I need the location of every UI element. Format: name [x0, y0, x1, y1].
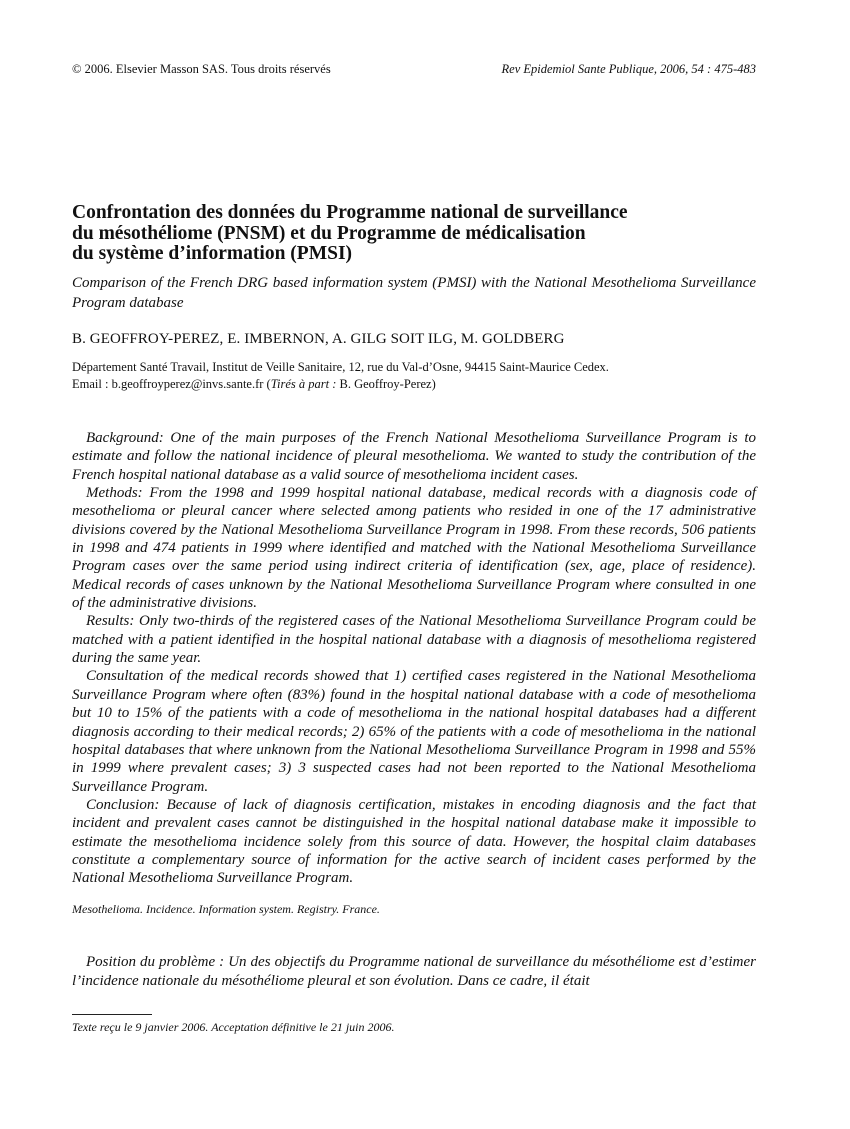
abstract-methods: Methods: From the 1998 and 1999 hospital national database, medical records with a diagnosis code of mesothelioma or pleural cancer where selected among patients who resided in one of the 17 administrative divisions covered by the National Mesothelioma Surveillance Program in 1998. From these records, 506 patients in 1998 and 474 patients in 1999 where identified and matched with the National Mesothelioma Surveillance Program cases over the same period using indirect criteria of identification (sex, age, place of residence). Medical records of cases unknown by the National Mesothelioma Surveillance Program where consulted in one of the administrative divisions.	[72, 485, 756, 612]
abstract-consultation: Consultation of the medical records showed that 1) certified cases registered in the National Mesothelioma Surveillance Program where often (83%) found in the hospital national database with a code of mesothelioma but 10 to 15% of the patients with a code of mesothelioma in the national hospital databases had a different diagnosis according to their medical records; 2) 65% of the patients with a code of mesothelioma in the national hospital databases that where unknown from the National Mesothelioma Surveillance Program in 1998 and 55% in 1999 where prevalent cases; 3) 3 suspected cases had not been reported to the National Mesothelioma Surveillance Program.	[72, 668, 756, 795]
abstract-results: Results: Only two-thirds of the registered cases of the National Mesothelioma Surveillance Program could be matched with a patient identified in the hospital national database with a diagnosis of mesothelioma registered during the same year.	[72, 613, 756, 667]
running-header	[72, 62, 756, 80]
footnote-divider	[72, 1014, 152, 1015]
title-line: Confrontation des données du Programme national de surveillance	[72, 202, 628, 223]
journal-citation: Rev Epidemiol Sante Publique, 2006, 54 : 475-483	[501, 62, 756, 76]
abstract-conclusion: Conclusion: Because of lack of diagnosis certification, mistakes in encoding diagnosis and the fact that incident and prevalent cases cannot be distinguished in the hospital national database make it impossible to estimate the mesothelioma incidence solely from this source of data. However, the hospital claim databases constitute a complementary source of information for the active search of incident cases performed by the National Mesothelioma Surveillance Program.	[72, 796, 756, 887]
title-line: du système d’information (PMSI)	[72, 243, 353, 264]
affiliation: Département Santé Travail, Institut de Veille Sanitaire, 12, rue du Val-d’Osne, 94415 Saint-Maurice Cedex.	[72, 360, 609, 374]
body-paragraph: Position du problème : Un des objectifs du Programme national de surveillance du mésothéliome est d’estimer l’incidence nationale du mésothéliome pleural et son évolution. Dans ce cadre, il était	[72, 954, 756, 989]
affiliation-block	[72, 359, 756, 393]
keywords: Mesothelioma. Incidence. Information system. Registry. France.	[72, 902, 380, 916]
author-list: B. GEOFFROY-PEREZ, E. IMBERNON, A. GILG SOIT ILG, M. GOLDBERG	[72, 331, 565, 347]
footnote: Texte reçu le 9 janvier 2006. Acceptation définitive le 21 juin 2006.	[72, 1020, 395, 1034]
article-title	[72, 203, 756, 265]
english-title: Comparison of the French DRG based information system (PMSI) with the National Mesothelioma Surveillance Program database	[72, 275, 756, 311]
abstract	[72, 429, 756, 888]
title-line: du mésothéliome (PNSM) et du Programme de médicalisation	[72, 222, 586, 244]
copyright-notice: © 2006. Elsevier Masson SAS. Tous droits réservés	[72, 62, 331, 76]
corresponding-email: Email : b.geoffroyperez@invs.sante.fr (Tirés à part : B. Geoffroy-Perez)	[72, 377, 436, 391]
abstract-background: Background: One of the main purposes of the French National Mesothelioma Surveillance Program is to estimate and follow the national incidence of pleural mesothelioma. We wanted to study the contribution of the French hospital national database as a valid source of mesothelioma incident cases.	[72, 430, 756, 483]
